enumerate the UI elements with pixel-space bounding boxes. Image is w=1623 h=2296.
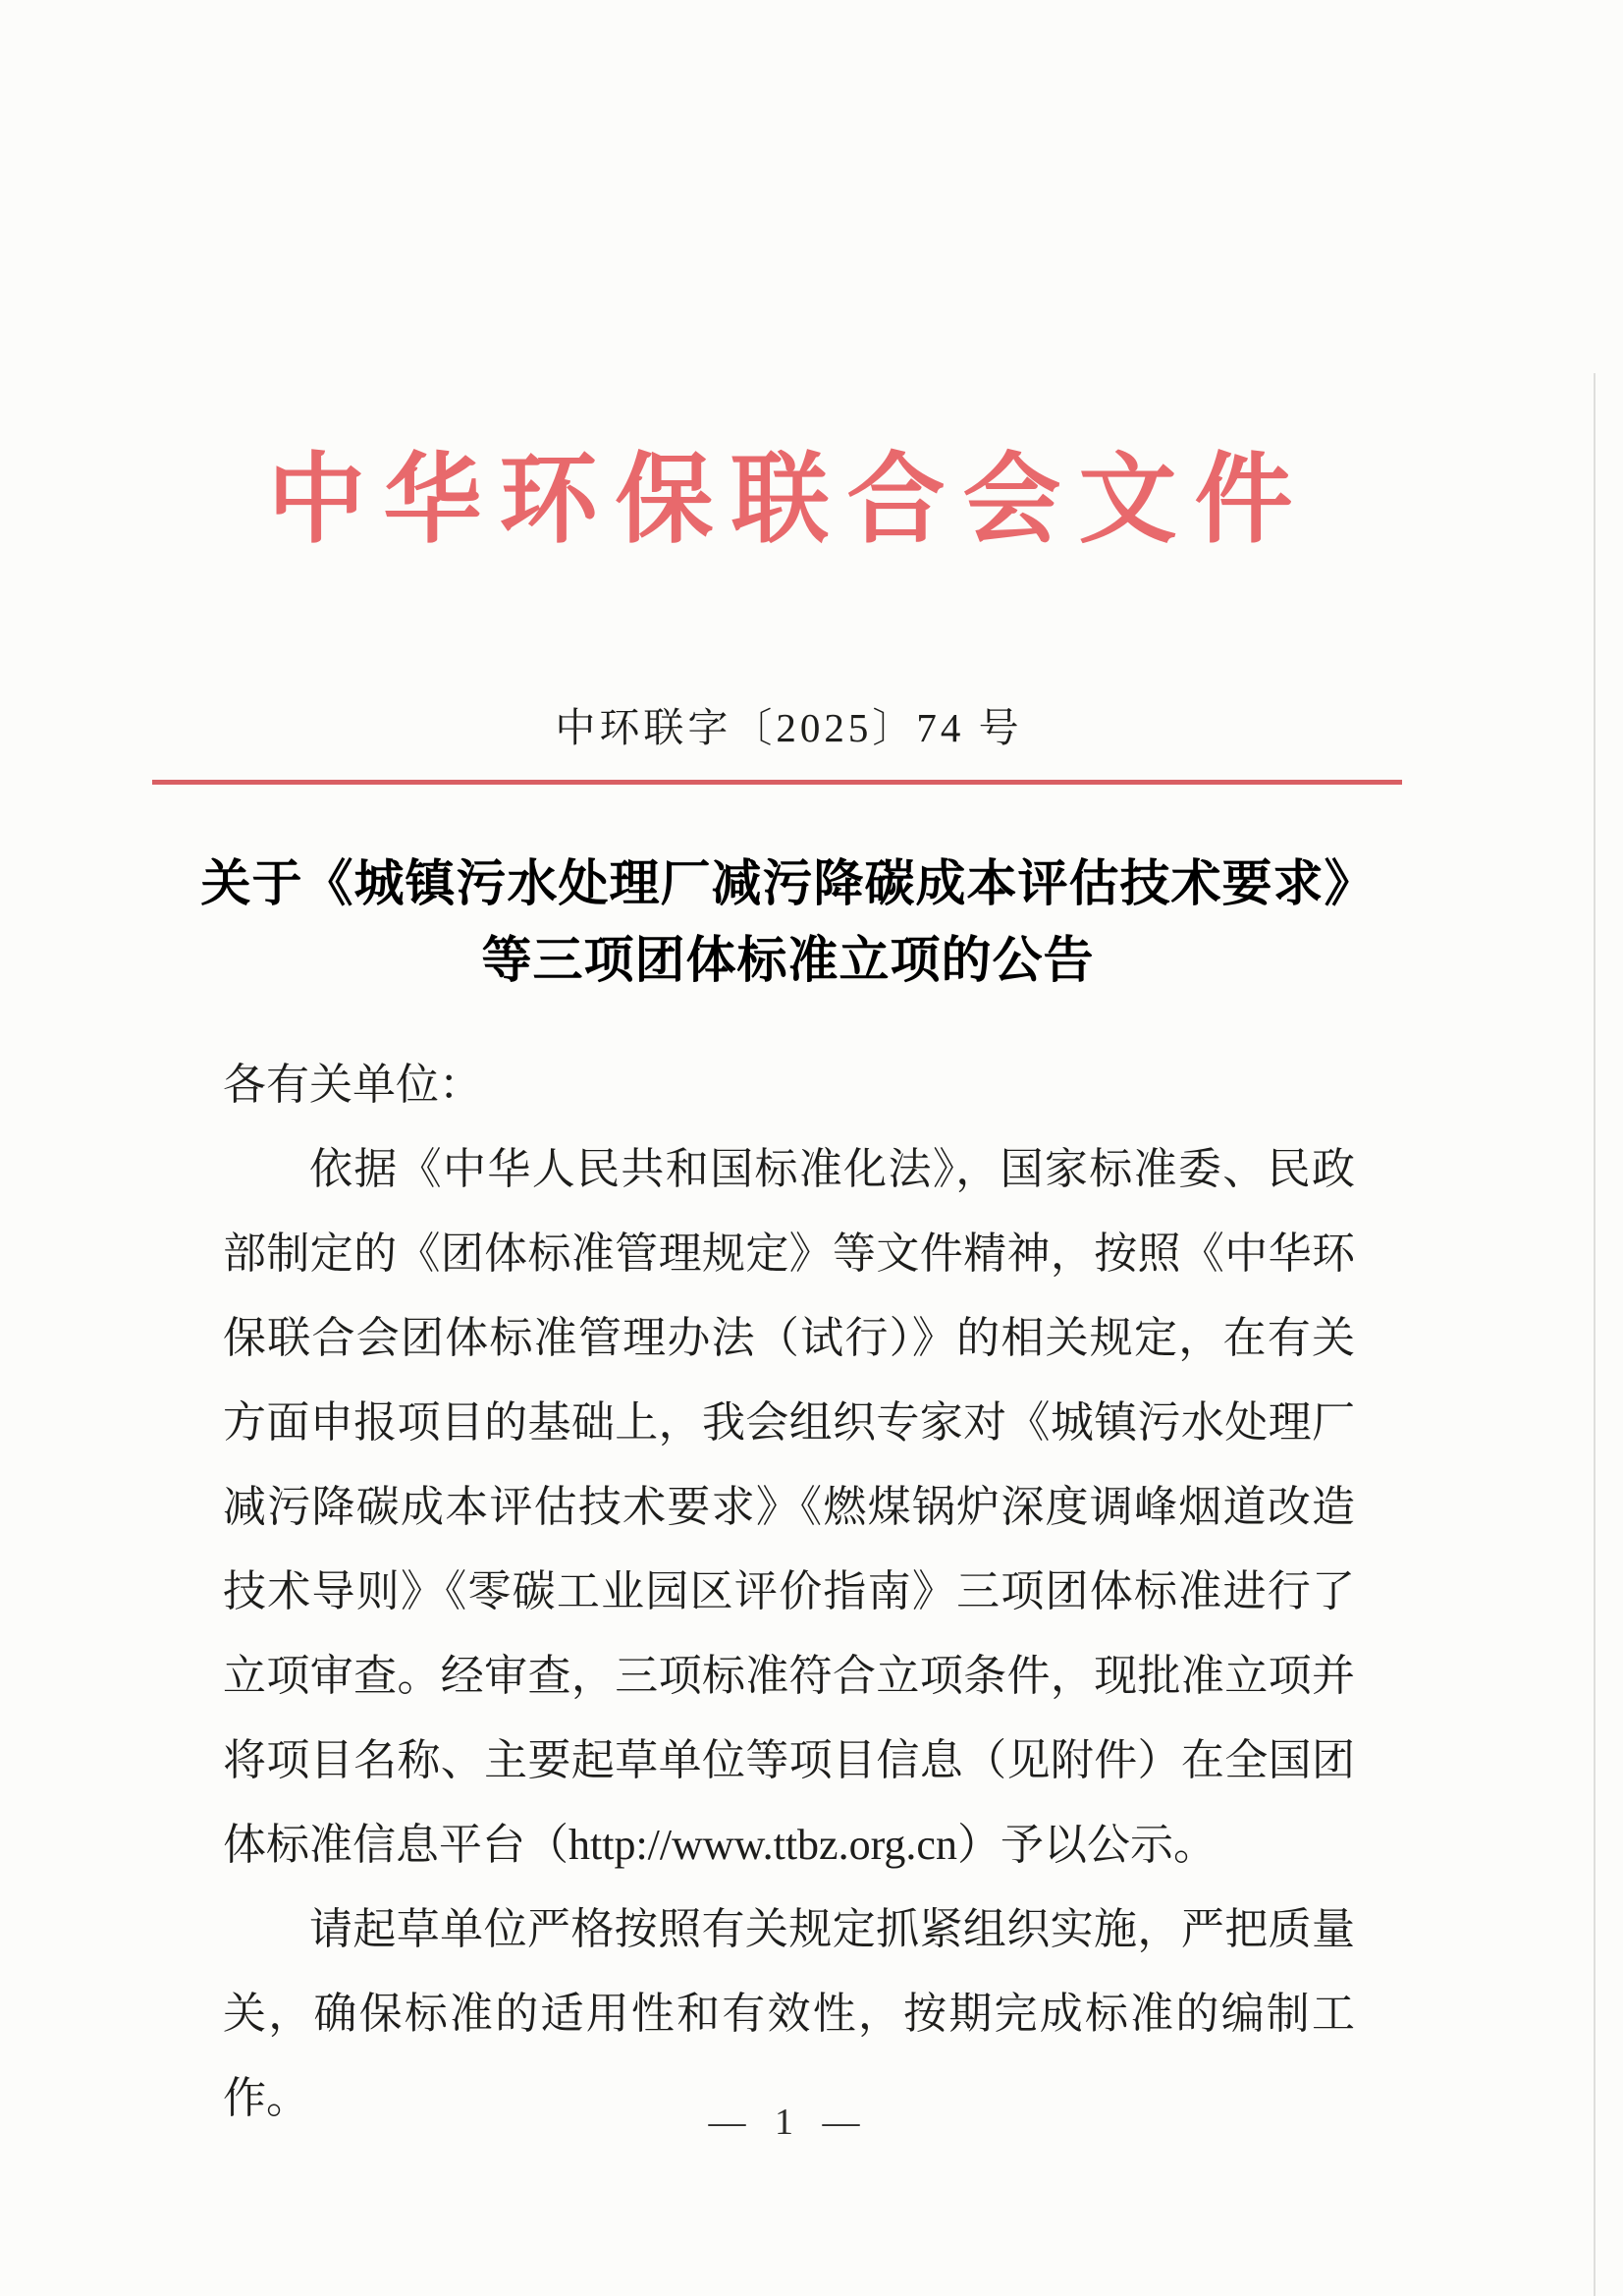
announcement-title-line1: 关于《城镇污水处理厂减污降碳成本评估技术要求》: [200, 857, 1376, 912]
scan-artifact-line: [1594, 373, 1596, 2296]
body-paragraph-1: 依据《中华人民共和国标准化法》，国家标准委、民政部制定的《团体标准管理规定》等文件精神，按照《中华环保联合会团体标准管理办法（试行）》的相关规定，在有关方面申报项目的基础上，我会组织专家对《城镇污水处理厂减污降碳成本评估技术要求》《燃煤锅炉深度调峰烟道改造技术导则》《零碳工业园区评价指南》三项团体标准进行了立项审查。经审查，三项标准符合立项条件，现批准立项并将项目名称、主要起草单位等项目信息（见附件）在全国团体标准信息平台（http://www.ttbz.org.cn）予以公示。: [223, 1145, 1355, 1869]
body-paragraph-2: 请起草单位严格按照有关规定抓紧组织实施，严把质量关，确保标准的适用性和有效性，按期完成标准的编制工作。: [223, 1905, 1355, 2122]
agency-letterhead-title: 中华环保联合会文件: [267, 446, 1311, 555]
salutation: 各有关单位：: [223, 1061, 482, 1109]
announcement-title: [172, 847, 1404, 1000]
announcement-title-line2: 等三项团体标准立项的公告: [481, 934, 1095, 989]
red-divider-line: [152, 780, 1402, 785]
page-number: — 1 —: [708, 2102, 870, 2143]
document-number: 中环联字〔2025〕74 号: [555, 705, 1023, 750]
document-body: [223, 1043, 1355, 2141]
